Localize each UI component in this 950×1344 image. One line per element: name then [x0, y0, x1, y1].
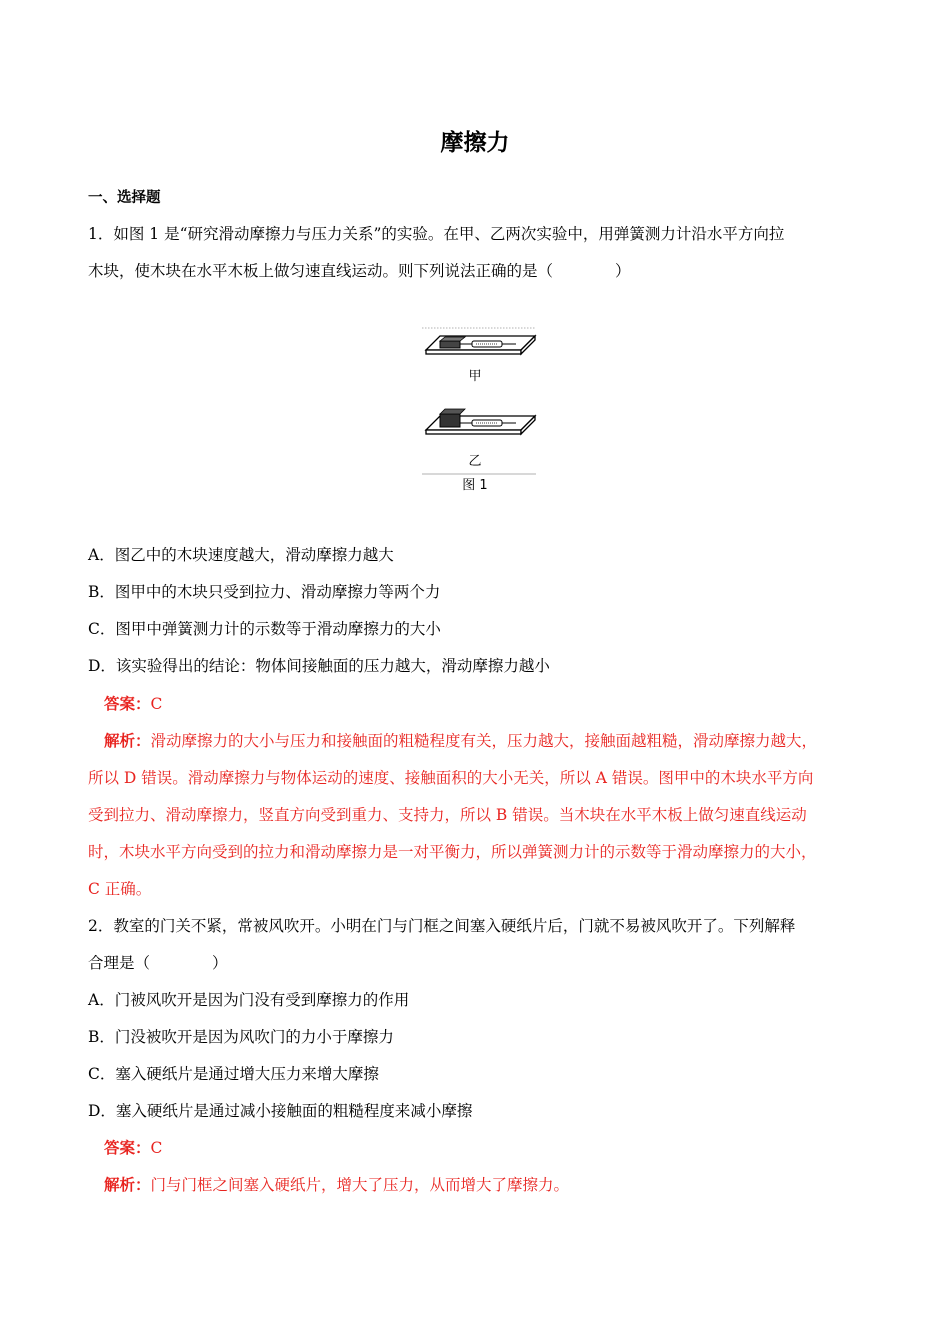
question-2-stem-line-2: 合理是（ ） [88, 954, 228, 972]
analysis-label: 解析： [104, 1175, 151, 1194]
friction-experiment-diagram [410, 322, 540, 494]
question-2-option-c: C．塞入硬纸片是通过增大压力来增大摩擦 [88, 1065, 379, 1083]
answer-label: 答案： [104, 1138, 151, 1157]
question-1-analysis-line-1 [104, 731, 817, 751]
question-1-analysis-line-2: 所以 D 错误。滑动摩擦力与物体运动的速度、接触面积的大小无关，所以 A 错误。图甲中的木块水平方向 [88, 769, 814, 787]
question-2-option-d: D．塞入硬纸片是通过减小接触面的粗糙程度来减小摩擦 [88, 1102, 473, 1120]
question-2-option-a: A．门被风吹开是因为门没有受到摩擦力的作用 [88, 991, 410, 1009]
question-1-analysis-line-3: 受到拉力、滑动摩擦力，竖直方向受到重力、支持力，所以 B 错误。当木块在水平木板上做匀速直线运动 [88, 806, 807, 824]
question-1-analysis-line-4: 时，木块水平方向受到的拉力和滑动摩擦力是一对平衡力，所以弹簧测力计的示数等于滑动摩擦力的大小， [88, 843, 817, 861]
page-title: 摩擦力 [440, 130, 510, 156]
label-yi: 乙 [468, 454, 482, 469]
section-heading: 一、选择题 [88, 190, 161, 206]
question-1-option-d: D．该实验得出的结论：物体间接触面的压力越大，滑动摩擦力越小 [88, 657, 550, 675]
question-1-answer [104, 694, 162, 714]
label-jia: 甲 [468, 369, 482, 384]
analysis-text: 滑动摩擦力的大小与压力和接触面的粗糙程度有关，压力越大，接触面越粗糙，滑动摩擦力越大， [150, 732, 818, 750]
question-1-analysis-line-5: C 正确。 [88, 880, 152, 898]
question-2-analysis [104, 1175, 569, 1195]
question-1-option-b: B．图甲中的木块只受到拉力、滑动摩擦力等两个力 [88, 583, 441, 601]
analysis-text: 门与门框之间塞入硬纸片，增大了压力，从而增大了摩擦力。 [150, 1176, 570, 1194]
question-1-stem-line-2: 木块，使木块在水平木板上做匀速直线运动。则下列说法正确的是（ ） [88, 262, 631, 280]
answer-label: 答案： [104, 694, 151, 713]
analysis-label: 解析： [104, 731, 151, 750]
question-2-option-b: B．门没被吹开是因为风吹门的力小于摩擦力 [88, 1028, 394, 1046]
figure-caption: 图 1 [462, 478, 488, 493]
question-2-stem-line-1: 2．教室的门关不紧，常被风吹开。小明在门与门框之间塞入硬纸片后，门就不易被风吹开了。下列解释 [88, 917, 796, 935]
answer-value: C [150, 1139, 163, 1157]
figure-1 [410, 322, 540, 494]
question-1-option-a: A．图乙中的木块速度越大，滑动摩擦力越大 [88, 546, 394, 564]
question-1-stem-line-1: 1．如图 1 是“研究滑动摩擦力与压力关系”的实验。在甲、乙两次实验中，用弹簧测力计沿水平方向拉 [88, 225, 785, 243]
question-1-option-c: C．图甲中弹簧测力计的示数等于滑动摩擦力的大小 [88, 620, 441, 638]
answer-value: C [150, 695, 163, 713]
question-2-answer [104, 1138, 162, 1158]
